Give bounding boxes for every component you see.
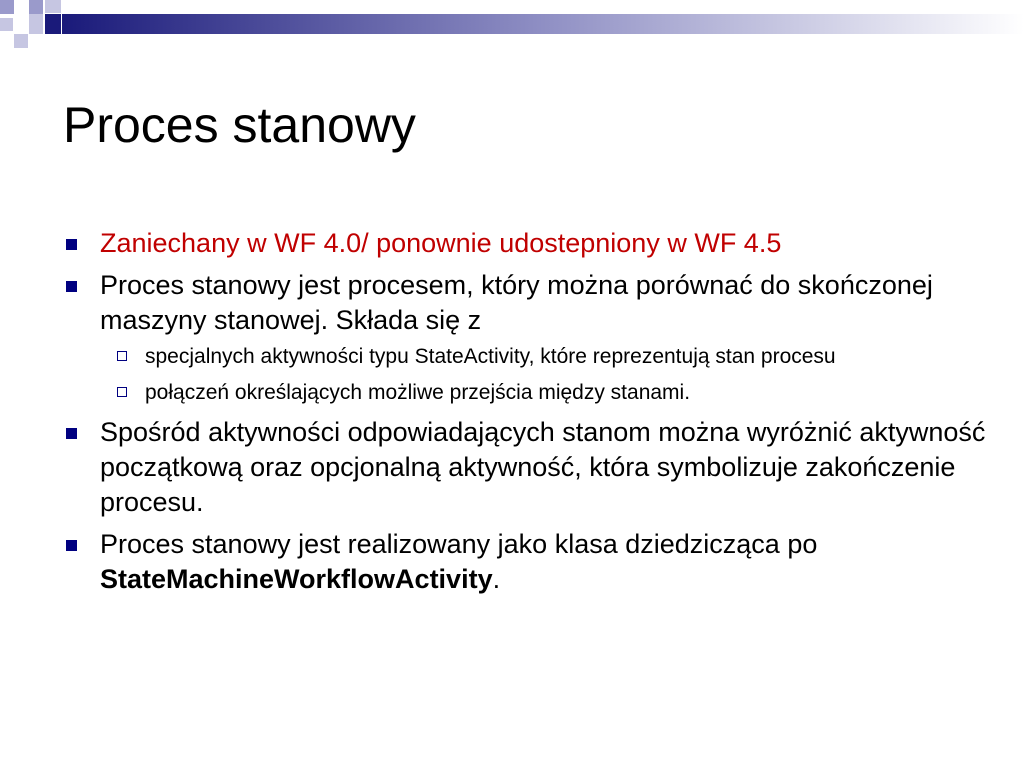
header-square [0, 18, 13, 31]
bullet-text-suffix: . [492, 564, 501, 594]
bullet-text: Proces stanowy jest procesem, który można porównać do skończonej maszyny stanowej. Składa się z [100, 270, 933, 335]
header-gradient-bar [62, 14, 1024, 34]
bullet-item [62, 415, 992, 520]
header-square [29, 14, 43, 34]
square-bullet-icon [66, 239, 77, 250]
bullet-item [62, 226, 992, 261]
square-bullet-icon [66, 540, 77, 551]
sub-bullet-list [100, 343, 992, 406]
bullet-class-name: StateMachineWorkflowActivity [100, 564, 493, 594]
square-bullet-icon [66, 281, 77, 292]
bullet-text: Spośród aktywności odpowiadających stanom można wyróżnić aktywność początkową oraz opcjonalną aktywność, która symbolizuje zakończenie procesu. [100, 417, 986, 517]
bullet-text: Zaniechany w WF 4.0/ ponownie udostepniony w WF 4.5 [100, 228, 782, 258]
sub-bullet-text: specjalnych aktywności typu StateActivity, które reprezentują stan procesu [145, 345, 836, 368]
header-square [45, 0, 61, 13]
sub-bullet-text: połączeń określających możliwe przejścia między stanami. [145, 381, 691, 404]
header-square [0, 0, 14, 14]
bullet-item [62, 527, 992, 597]
bullet-list [62, 226, 992, 604]
decorative-header-bar [0, 0, 1024, 50]
bullet-text-prefix: Proces stanowy jest realizowany jako klasa dziedzicząca po [100, 529, 818, 559]
header-square [14, 34, 28, 48]
bullet-item [62, 268, 992, 406]
square-bullet-icon [66, 428, 77, 439]
header-square [29, 0, 43, 14]
header-square [45, 14, 61, 34]
slide-title: Proces stanowy [63, 97, 416, 153]
sub-bullet-item [99, 379, 992, 406]
hollow-square-bullet-icon [117, 387, 127, 397]
sub-bullet-item [99, 343, 992, 370]
hollow-square-bullet-icon [117, 351, 127, 361]
header-square [14, 14, 29, 34]
